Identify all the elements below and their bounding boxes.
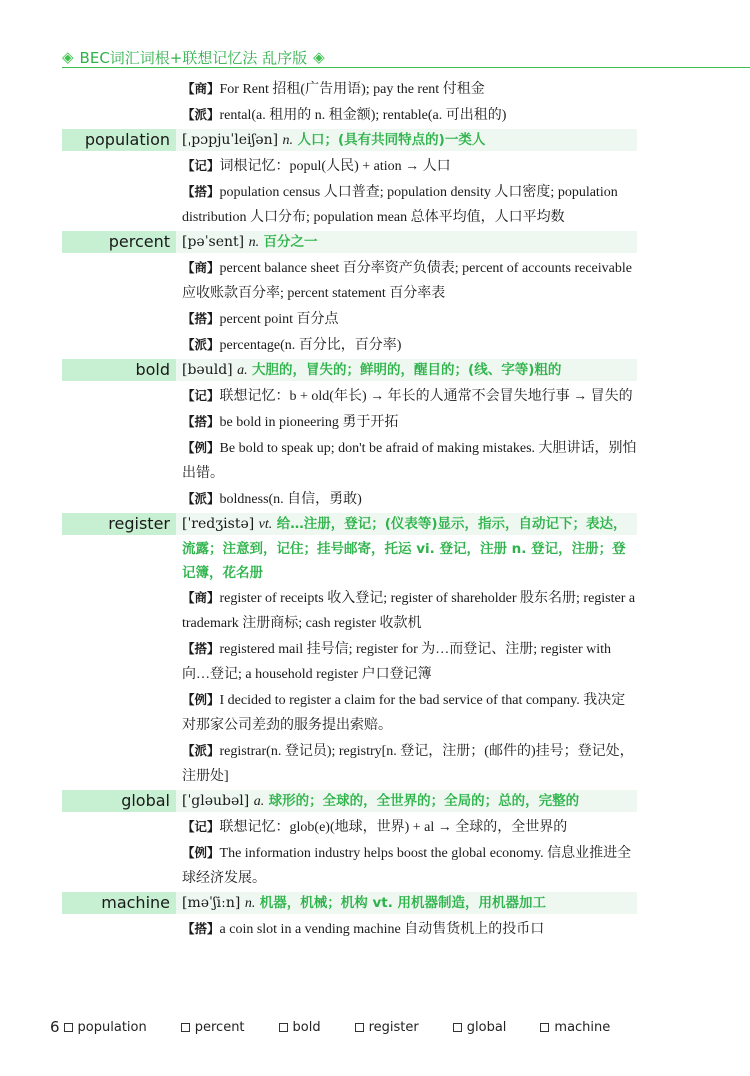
sub-entry-text: rental(a. 租用的 n. 租金额); rentable(a. 可出租的) <box>219 108 507 123</box>
part-of-speech: vt. <box>258 517 273 532</box>
sub-entry <box>182 409 637 435</box>
sub-entry-tag: 【记】 <box>182 388 220 403</box>
entry-content <box>176 358 637 512</box>
diamond-icon: ◈ <box>62 48 74 66</box>
phonetic: [pəˈsent] <box>182 234 245 250</box>
checklist-label: machine <box>554 1019 611 1035</box>
definition-line <box>182 891 637 916</box>
entry-content <box>176 230 637 358</box>
sub-entry-tag: 【搭】 <box>182 311 220 326</box>
meaning: 人口；(具有共同特点的)一类人 <box>297 132 486 148</box>
book-title: BEC词汇词根+联想记忆法 乱序版 <box>79 48 308 67</box>
sub-entry <box>182 383 637 409</box>
sub-entry <box>182 306 637 332</box>
sub-entry <box>182 255 637 306</box>
sub-entry-text: 联想记忆：glob(e)(地球，世界) + al → 全球的，全世界的 <box>219 820 568 835</box>
sub-entry-text: registered mail 挂号信; register for 为…而登记、注册; register with 向…登记; a household register 户口登记簿 <box>182 642 612 682</box>
sub-entry-text: Be bold to speak up; don't be afraid of making mistakes. 大胆讲话，别怕出错。 <box>182 441 637 481</box>
headword-column <box>62 230 176 358</box>
sub-entry-text: registrar(n. 登记员); registry[n. 登记，注册；(邮件的)挂号；登记处，注册处] <box>182 744 634 784</box>
checkbox-icon[interactable] <box>181 1023 190 1032</box>
sub-entry-tag: 【商】 <box>182 81 220 96</box>
entry-block <box>62 512 637 789</box>
page-number: 6 <box>50 1018 60 1036</box>
part-of-speech: n. <box>244 896 256 911</box>
sub-entry-text: boldness(n. 自信，勇敢) <box>219 492 362 507</box>
headword: global <box>62 790 176 812</box>
diamond-icon: ◈ <box>313 48 325 66</box>
checkbox-icon[interactable] <box>64 1023 73 1032</box>
sub-entry-text: be bold in pioneering 勇于开拓 <box>219 415 399 430</box>
part-of-speech: a. <box>253 794 265 809</box>
entry-content <box>176 128 637 230</box>
definition-text <box>182 362 561 378</box>
sub-entry <box>182 636 637 687</box>
sub-entry-tag: 【商】 <box>182 260 220 275</box>
checklist-item[interactable] <box>279 1020 321 1035</box>
sub-entry <box>182 332 637 358</box>
sub-entry-tag: 【记】 <box>182 819 220 834</box>
checklist-label: global <box>466 1019 507 1035</box>
sub-entry-text: For Rent 招租(广告用语); pay the rent 付租金 <box>219 82 485 97</box>
sub-entry <box>182 585 637 636</box>
entry-content <box>176 891 637 942</box>
sub-entry <box>182 153 637 179</box>
sub-entry <box>182 814 637 840</box>
checklist-item[interactable] <box>540 1020 610 1035</box>
sub-entry-tag: 【搭】 <box>182 414 220 429</box>
sub-entry <box>182 179 637 230</box>
definition-line <box>182 128 637 153</box>
meaning: 机器，机械；机构 vt. 用机器制造，用机器加工 <box>259 895 547 911</box>
sub-entry-tag: 【派】 <box>182 743 220 758</box>
sub-entry-tag: 【派】 <box>182 337 220 352</box>
word-checklist <box>64 1020 645 1035</box>
checkbox-icon[interactable] <box>355 1023 364 1032</box>
checklist-label: register <box>368 1019 419 1035</box>
entry-block <box>62 891 637 942</box>
entry-block <box>62 789 637 891</box>
definition-text <box>182 793 579 809</box>
sub-entry-text: percentage(n. 百分比，百分率) <box>219 338 402 353</box>
sub-entry-text: a coin slot in a vending machine 自动售货机上的投币口 <box>219 922 545 937</box>
sub-entry-tag: 【例】 <box>182 440 220 455</box>
headword-column <box>62 789 176 891</box>
sub-entry-text: 联想记忆：b + old(年长) → 年长的人通常不会冒失地行事 → 冒失的 <box>219 389 633 404</box>
sub-entry-text: percent balance sheet 百分率资产负债表; percent of accounts receivable 应收账款百分率; percent statement 百分率表 <box>182 261 632 301</box>
headword: register <box>62 513 176 535</box>
sub-entry-tag: 【商】 <box>182 590 220 605</box>
definition-text <box>182 516 627 581</box>
entry-content <box>176 512 637 789</box>
headword: bold <box>62 359 176 381</box>
phonetic: [ˈgləubəl] <box>182 793 250 809</box>
sub-entry-text: I decided to register a claim for the bad service of that company. 我决定对那家公司差劲的服务提出索赔。 <box>182 693 626 733</box>
entry-content <box>176 789 637 891</box>
sub-entry-tag: 【派】 <box>182 107 220 122</box>
entry-block <box>62 76 637 128</box>
definition-text <box>182 234 318 250</box>
sub-entry-text: The information industry helps boost the global economy. 信息业推进全球经济发展。 <box>182 846 632 886</box>
meaning: 给…注册，登记；(仪表等)显示，指示，自动记下；表达，流露；注意到，记住；挂号邮寄，托运 vi. 登记，注册 n. 登记，注册；登记簿，花名册 <box>182 516 627 581</box>
definition-text <box>182 895 546 911</box>
sub-entry <box>182 687 637 738</box>
part-of-speech: a. <box>237 363 248 378</box>
headword-column <box>62 76 176 128</box>
checkbox-icon[interactable] <box>540 1023 549 1032</box>
header-rule <box>62 67 750 68</box>
checklist-label: bold <box>292 1019 321 1035</box>
phonetic: [ˈredʒistə] <box>182 516 255 532</box>
headword-column <box>62 891 176 942</box>
checklist-label: population <box>77 1019 147 1035</box>
checklist-label: percent <box>194 1019 245 1035</box>
entry-block <box>62 230 637 358</box>
headword-column <box>62 358 176 512</box>
sub-entry-text: population census 人口普查; population density 人口密度; population distribution 人口分布; population mean 总体平均值，人口平均数 <box>182 185 618 225</box>
page-footer <box>50 1016 644 1038</box>
headword: machine <box>62 892 176 914</box>
sub-entry-tag: 【派】 <box>182 491 220 506</box>
entry-block <box>62 358 637 512</box>
sub-entry-text: percent point 百分点 <box>219 312 339 327</box>
part-of-speech: n. <box>282 133 294 148</box>
sub-entry <box>182 840 637 891</box>
checkbox-icon[interactable] <box>453 1023 462 1032</box>
sub-entry-tag: 【例】 <box>182 692 220 707</box>
sub-entry <box>182 435 637 486</box>
entry-content <box>176 76 637 128</box>
headword: population <box>62 129 176 151</box>
phonetic: [bəuld] <box>182 362 233 378</box>
definition-line <box>182 230 637 255</box>
definition-line <box>182 789 637 814</box>
entry-block <box>62 128 637 230</box>
definition-text <box>182 132 485 148</box>
phonetic: [məˈʃiːn] <box>182 895 241 911</box>
sub-entry-tag: 【例】 <box>182 845 220 860</box>
checklist-item[interactable] <box>355 1020 419 1035</box>
sub-entry-text: 词根记忆：popul(人民) + ation → 人口 <box>219 159 451 174</box>
headword-column <box>62 512 176 789</box>
checkbox-icon[interactable] <box>279 1023 288 1032</box>
headword: percent <box>62 231 176 253</box>
sub-entry <box>182 916 637 942</box>
part-of-speech: n. <box>248 235 260 250</box>
checklist-item[interactable] <box>64 1020 147 1035</box>
sub-entry-text: register of receipts 收入登记; register of shareholder 股东名册; register a trademark 注册商标; cash register 收款机 <box>182 591 636 631</box>
sub-entry-tag: 【搭】 <box>182 641 220 656</box>
definition-line <box>182 512 637 585</box>
headword-column <box>62 128 176 230</box>
checklist-item[interactable] <box>453 1020 507 1035</box>
sub-entry-tag: 【记】 <box>182 158 220 173</box>
meaning: 大胆的，冒失的；鲜明的，醒目的；(线、字等)粗的 <box>252 362 562 378</box>
sub-entry <box>182 102 637 128</box>
sub-entry-tag: 【搭】 <box>182 921 220 936</box>
sub-entry <box>182 486 637 512</box>
sub-entry <box>182 76 637 102</box>
phonetic: [ˌpɔpjuˈleiʃən] <box>182 132 279 148</box>
sub-entry <box>182 738 637 789</box>
definition-line <box>182 358 637 383</box>
entry-list <box>62 76 637 942</box>
meaning: 球形的；全球的，全世界的；全局的；总的，完整的 <box>268 793 580 809</box>
sub-entry-tag: 【搭】 <box>182 184 220 199</box>
meaning: 百分之一 <box>263 234 318 250</box>
checklist-item[interactable] <box>181 1020 245 1035</box>
